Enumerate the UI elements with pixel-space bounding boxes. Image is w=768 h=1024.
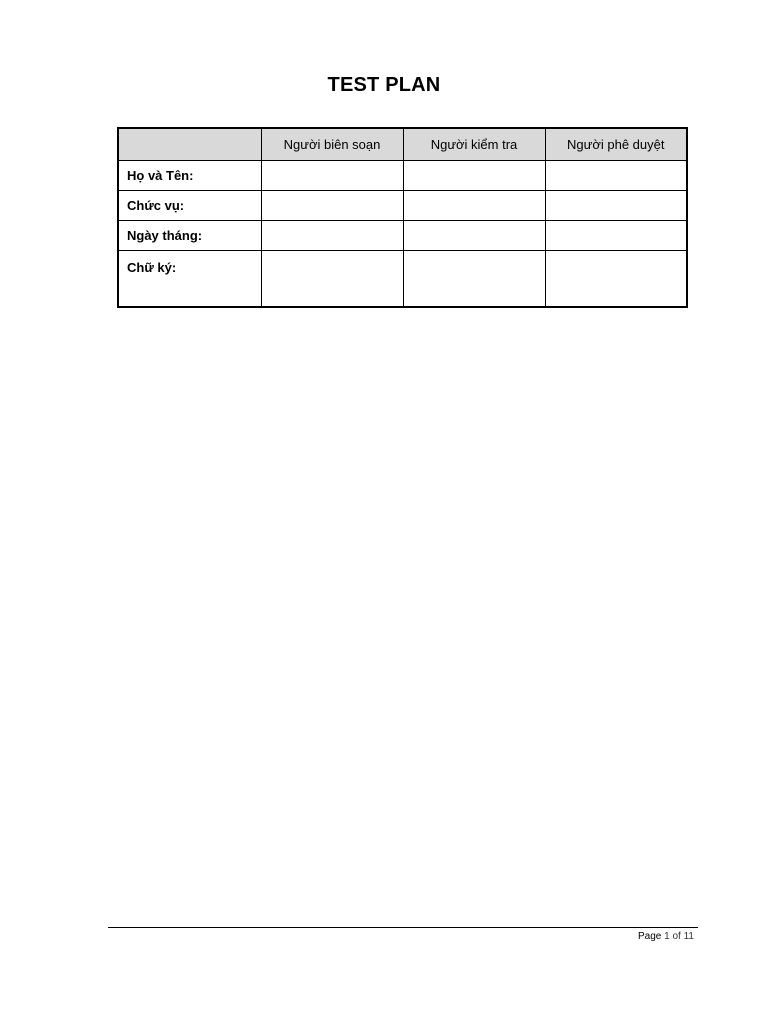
- table-header-approver: Người phê duyệt: [545, 128, 687, 160]
- table-row-full-name: [118, 160, 687, 190]
- page-number: [638, 931, 694, 942]
- table-header-row: [118, 128, 687, 160]
- table-row-date: [118, 220, 687, 250]
- page-title: TEST PLAN: [327, 74, 441, 96]
- cell-full-name-reviewer: [403, 160, 545, 190]
- signature-table: [117, 127, 688, 308]
- cell-signature-approver: [545, 250, 687, 307]
- cell-date-approver: [545, 220, 687, 250]
- cell-position-compiler: [261, 190, 403, 220]
- table-header-reviewer: Người kiểm tra: [403, 128, 545, 160]
- cell-date-reviewer: [403, 220, 545, 250]
- current-page: 1: [664, 931, 670, 942]
- table-row-signature: [118, 250, 687, 307]
- cell-signature-compiler: [261, 250, 403, 307]
- cell-full-name-compiler: [261, 160, 403, 190]
- footer-divider: [108, 927, 698, 928]
- row-label-signature: Chữ ký:: [118, 250, 261, 307]
- row-label-full-name: Họ và Tên:: [118, 160, 261, 190]
- table-header-compiler: Người biên soạn: [261, 128, 403, 160]
- page-word: Page: [638, 931, 662, 942]
- cell-full-name-approver: [545, 160, 687, 190]
- cell-date-compiler: [261, 220, 403, 250]
- table-row-position: [118, 190, 687, 220]
- table-header-cell-blank: [118, 128, 261, 160]
- total-pages: 11: [683, 931, 694, 942]
- cell-position-approver: [545, 190, 687, 220]
- row-label-position: Chức vụ:: [118, 190, 261, 220]
- cell-position-reviewer: [403, 190, 545, 220]
- row-label-date: Ngày tháng:: [118, 220, 261, 250]
- cell-signature-reviewer: [403, 250, 545, 307]
- of-word: of: [672, 931, 681, 942]
